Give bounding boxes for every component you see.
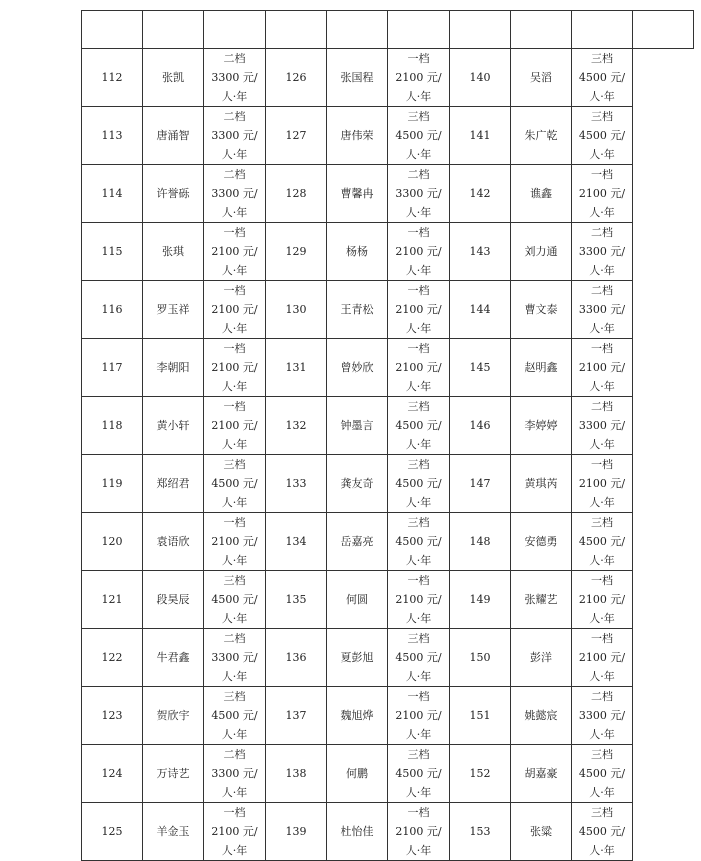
subsidy-amount: 3300 元/ <box>578 709 626 722</box>
subsidy-amount: 2100 元/ <box>578 477 626 490</box>
student-name-cell: 刘力通 <box>511 223 572 281</box>
serial-number-cell: 130 <box>266 281 327 339</box>
student-name-cell: 郑绍君 <box>143 455 204 513</box>
subsidy-level-cell <box>204 223 266 281</box>
subsidy-unit: 人·年 <box>221 612 248 625</box>
subsidy-level-cell <box>204 687 266 745</box>
header-cell <box>450 11 511 49</box>
subsidy-unit: 人·年 <box>221 496 248 509</box>
subsidy-unit: 人·年 <box>405 438 432 451</box>
student-name-cell: 张耀艺 <box>511 571 572 629</box>
header-cell <box>388 11 450 49</box>
subsidy-level: 三档 <box>591 806 613 819</box>
header-cell <box>82 11 143 49</box>
header-row <box>82 11 694 49</box>
table-row <box>82 687 694 745</box>
student-name-cell: 黄小轩 <box>143 397 204 455</box>
subsidy-unit: 人·年 <box>221 438 248 451</box>
serial-number-cell: 114 <box>82 165 143 223</box>
subsidy-level: 二档 <box>591 226 613 239</box>
subsidy-amount: 2100 元/ <box>211 303 258 316</box>
subsidy-unit: 人·年 <box>405 786 432 799</box>
subsidy-level: 二档 <box>591 400 613 413</box>
subsidy-level: 一档 <box>223 226 246 239</box>
subsidy-level: 三档 <box>223 458 246 471</box>
subsidy-level-cell <box>572 223 633 281</box>
subsidy-unit: 人·年 <box>589 612 615 625</box>
serial-number-cell: 152 <box>450 745 511 803</box>
subsidy-amount: 2100 元/ <box>395 709 442 722</box>
student-name-cell: 李朝阳 <box>143 339 204 397</box>
serial-number-cell: 124 <box>82 745 143 803</box>
subsidy-level-cell <box>388 281 450 339</box>
student-name-cell: 王青松 <box>327 281 388 339</box>
student-name-cell: 杨杨 <box>327 223 388 281</box>
subsidy-amount: 4500 元/ <box>395 651 442 664</box>
student-name-cell: 赵明鑫 <box>511 339 572 397</box>
subsidy-amount: 4500 元/ <box>395 535 442 548</box>
subsidy-amount: 3300 元/ <box>578 303 626 316</box>
subsidy-level: 三档 <box>223 690 246 703</box>
serial-number-cell: 113 <box>82 107 143 165</box>
serial-number-cell: 148 <box>450 513 511 571</box>
subsidy-level: 一档 <box>407 806 430 819</box>
table-row <box>82 49 694 107</box>
subsidy-unit: 人·年 <box>405 90 432 103</box>
subsidy-level-cell <box>388 223 450 281</box>
subsidy-level: 一档 <box>407 342 430 355</box>
serial-number-cell: 145 <box>450 339 511 397</box>
subsidy-level: 一档 <box>591 574 613 587</box>
student-name-cell: 胡嘉豪 <box>511 745 572 803</box>
subsidy-unit: 人·年 <box>405 206 432 219</box>
subsidy-amount: 2100 元/ <box>211 825 258 838</box>
table-row <box>82 281 694 339</box>
subsidy-level-cell <box>204 571 266 629</box>
subsidy-amount: 3300 元/ <box>211 187 258 200</box>
student-name-cell: 贺欣宇 <box>143 687 204 745</box>
student-name-cell: 彭洋 <box>511 629 572 687</box>
subsidy-level-cell <box>572 687 633 745</box>
header-cell <box>204 11 266 49</box>
subsidy-level: 三档 <box>407 110 430 123</box>
subsidy-unit: 人·年 <box>589 728 615 741</box>
table-row <box>82 397 694 455</box>
subsidy-level: 三档 <box>407 748 430 761</box>
subsidy-level-cell <box>388 107 450 165</box>
subsidy-amount: 2100 元/ <box>395 71 442 84</box>
student-name-cell: 罗玉祥 <box>143 281 204 339</box>
subsidy-level: 三档 <box>591 516 613 529</box>
table-row <box>82 745 694 803</box>
subsidy-unit: 人·年 <box>405 322 432 335</box>
student-name-cell: 朱广乾 <box>511 107 572 165</box>
student-name-cell: 唐涌智 <box>143 107 204 165</box>
subsidy-unit: 人·年 <box>589 206 615 219</box>
serial-number-cell: 126 <box>266 49 327 107</box>
subsidy-level-cell <box>572 49 633 107</box>
subsidy-amount: 2100 元/ <box>578 361 626 374</box>
subsidy-unit: 人·年 <box>589 496 615 509</box>
subsidy-unit: 人·年 <box>405 728 432 741</box>
serial-number-cell: 143 <box>450 223 511 281</box>
subsidy-level-cell <box>572 397 633 455</box>
subsidy-amount: 3300 元/ <box>578 245 626 258</box>
subsidy-unit: 人·年 <box>405 612 432 625</box>
subsidy-level-cell <box>204 513 266 571</box>
subsidy-level: 一档 <box>223 342 246 355</box>
student-name-cell: 牛君鑫 <box>143 629 204 687</box>
subsidy-level-cell <box>204 803 266 861</box>
student-name-cell: 万诗艺 <box>143 745 204 803</box>
subsidy-amount: 2100 元/ <box>578 593 626 606</box>
subsidy-level-cell <box>204 165 266 223</box>
subsidy-unit: 人·年 <box>589 554 615 567</box>
serial-number-cell: 122 <box>82 629 143 687</box>
serial-number-cell: 151 <box>450 687 511 745</box>
serial-number-cell: 123 <box>82 687 143 745</box>
subsidy-amount: 4500 元/ <box>395 129 442 142</box>
student-name-cell: 张国程 <box>327 49 388 107</box>
subsidy-unit: 人·年 <box>221 554 248 567</box>
subsidy-level-cell <box>572 571 633 629</box>
subsidy-level: 二档 <box>407 168 430 181</box>
table-row <box>82 223 694 281</box>
subsidy-level-cell <box>388 571 450 629</box>
student-name-cell: 曹馨冉 <box>327 165 388 223</box>
header-cell <box>327 11 388 49</box>
subsidy-level-cell <box>388 49 450 107</box>
serial-number-cell: 146 <box>450 397 511 455</box>
subsidy-table <box>81 10 694 861</box>
subsidy-level: 三档 <box>407 458 430 471</box>
student-name-cell: 魏旭烨 <box>327 687 388 745</box>
subsidy-level-cell <box>204 397 266 455</box>
subsidy-unit: 人·年 <box>589 786 615 799</box>
subsidy-amount: 2100 元/ <box>395 361 442 374</box>
subsidy-unit: 人·年 <box>589 322 615 335</box>
student-name-cell: 张粱 <box>511 803 572 861</box>
student-name-cell: 张凯 <box>143 49 204 107</box>
subsidy-level: 三档 <box>407 632 430 645</box>
student-name-cell: 杜怡佳 <box>327 803 388 861</box>
serial-number-cell: 117 <box>82 339 143 397</box>
subsidy-unit: 人·年 <box>221 786 248 799</box>
serial-number-cell: 153 <box>450 803 511 861</box>
subsidy-level-cell <box>204 455 266 513</box>
subsidy-unit: 人·年 <box>221 844 248 857</box>
subsidy-amount: 2100 元/ <box>211 361 258 374</box>
subsidy-amount: 3300 元/ <box>211 71 258 84</box>
subsidy-amount: 3300 元/ <box>395 187 442 200</box>
subsidy-unit: 人·年 <box>589 380 615 393</box>
subsidy-level: 一档 <box>591 632 613 645</box>
header-cell <box>266 11 327 49</box>
subsidy-amount: 2100 元/ <box>211 245 258 258</box>
student-name-cell: 曹文泰 <box>511 281 572 339</box>
subsidy-amount: 4500 元/ <box>578 71 626 84</box>
subsidy-level: 二档 <box>223 632 246 645</box>
subsidy-unit: 人·年 <box>405 380 432 393</box>
subsidy-level: 一档 <box>407 226 430 239</box>
subsidy-unit: 人·年 <box>221 670 248 683</box>
serial-number-cell: 129 <box>266 223 327 281</box>
serial-number-cell: 140 <box>450 49 511 107</box>
student-name-cell: 羊金玉 <box>143 803 204 861</box>
table-row <box>82 455 694 513</box>
serial-number-cell: 142 <box>450 165 511 223</box>
subsidy-level: 二档 <box>223 748 246 761</box>
header-cell <box>143 11 204 49</box>
student-name-cell: 姚懿宸 <box>511 687 572 745</box>
subsidy-level-cell <box>204 745 266 803</box>
student-name-cell: 许誉砾 <box>143 165 204 223</box>
subsidy-amount: 4500 元/ <box>211 593 258 606</box>
subsidy-level-cell <box>388 397 450 455</box>
subsidy-amount: 4500 元/ <box>578 825 626 838</box>
subsidy-unit: 人·年 <box>589 438 615 451</box>
subsidy-amount: 2100 元/ <box>211 535 258 548</box>
student-name-cell: 岳嘉亮 <box>327 513 388 571</box>
subsidy-amount: 4500 元/ <box>211 477 258 490</box>
table-row <box>82 339 694 397</box>
subsidy-unit: 人·年 <box>589 264 615 277</box>
subsidy-level-cell <box>572 339 633 397</box>
subsidy-level-cell <box>204 49 266 107</box>
subsidy-amount: 3300 元/ <box>211 651 258 664</box>
serial-number-cell: 133 <box>266 455 327 513</box>
subsidy-level-cell <box>388 165 450 223</box>
subsidy-amount: 2100 元/ <box>578 651 626 664</box>
subsidy-level: 一档 <box>591 168 613 181</box>
subsidy-unit: 人·年 <box>221 148 248 161</box>
subsidy-unit: 人·年 <box>221 264 248 277</box>
serial-number-cell: 136 <box>266 629 327 687</box>
subsidy-unit: 人·年 <box>589 670 615 683</box>
subsidy-level-cell <box>388 455 450 513</box>
subsidy-unit: 人·年 <box>589 148 615 161</box>
subsidy-level-cell <box>388 513 450 571</box>
subsidy-level: 三档 <box>591 52 613 65</box>
subsidy-level-cell <box>572 281 633 339</box>
serial-number-cell: 137 <box>266 687 327 745</box>
subsidy-unit: 人·年 <box>405 496 432 509</box>
subsidy-level: 一档 <box>591 458 613 471</box>
subsidy-amount: 4500 元/ <box>395 767 442 780</box>
subsidy-level: 三档 <box>591 748 613 761</box>
subsidy-amount: 3300 元/ <box>211 767 258 780</box>
subsidy-level-cell <box>572 455 633 513</box>
subsidy-amount: 4500 元/ <box>578 535 626 548</box>
subsidy-unit: 人·年 <box>405 264 432 277</box>
student-name-cell: 吴滔 <box>511 49 572 107</box>
subsidy-unit: 人·年 <box>405 844 432 857</box>
subsidy-unit: 人·年 <box>221 90 248 103</box>
serial-number-cell: 131 <box>266 339 327 397</box>
student-name-cell: 钟墨言 <box>327 397 388 455</box>
subsidy-unit: 人·年 <box>221 728 248 741</box>
subsidy-unit: 人·年 <box>405 148 432 161</box>
student-name-cell: 何鹏 <box>327 745 388 803</box>
subsidy-unit: 人·年 <box>405 670 432 683</box>
serial-number-cell: 116 <box>82 281 143 339</box>
student-name-cell: 何圆 <box>327 571 388 629</box>
subsidy-unit: 人·年 <box>589 844 615 857</box>
subsidy-unit: 人·年 <box>589 90 615 103</box>
subsidy-level-cell <box>572 803 633 861</box>
header-cell <box>633 11 694 49</box>
table-row <box>82 629 694 687</box>
subsidy-level: 一档 <box>223 806 246 819</box>
subsidy-level-cell <box>572 629 633 687</box>
subsidy-unit: 人·年 <box>405 554 432 567</box>
student-name-cell: 曾妙欣 <box>327 339 388 397</box>
subsidy-level-cell <box>388 687 450 745</box>
serial-number-cell: 138 <box>266 745 327 803</box>
table-row <box>82 107 694 165</box>
subsidy-level: 二档 <box>223 110 246 123</box>
subsidy-amount: 3300 元/ <box>211 129 258 142</box>
serial-number-cell: 135 <box>266 571 327 629</box>
subsidy-amount: 4500 元/ <box>395 477 442 490</box>
student-name-cell: 唐伟荣 <box>327 107 388 165</box>
subsidy-amount: 3300 元/ <box>578 419 626 432</box>
subsidy-amount: 2100 元/ <box>395 593 442 606</box>
header-cell <box>511 11 572 49</box>
subsidy-level: 二档 <box>223 168 246 181</box>
subsidy-level: 一档 <box>407 52 430 65</box>
subsidy-level: 一档 <box>407 690 430 703</box>
header-cell <box>572 11 633 49</box>
subsidy-amount: 4500 元/ <box>578 129 626 142</box>
serial-number-cell: 149 <box>450 571 511 629</box>
student-name-cell: 黄琪芮 <box>511 455 572 513</box>
subsidy-level-cell <box>204 339 266 397</box>
subsidy-amount: 4500 元/ <box>578 767 626 780</box>
serial-number-cell: 115 <box>82 223 143 281</box>
subsidy-level: 二档 <box>591 690 613 703</box>
serial-number-cell: 150 <box>450 629 511 687</box>
subsidy-level-cell <box>572 513 633 571</box>
serial-number-cell: 119 <box>82 455 143 513</box>
serial-number-cell: 127 <box>266 107 327 165</box>
serial-number-cell: 120 <box>82 513 143 571</box>
subsidy-level: 三档 <box>223 574 246 587</box>
student-name-cell: 夏彭旭 <box>327 629 388 687</box>
serial-number-cell: 132 <box>266 397 327 455</box>
student-name-cell: 谯鑫 <box>511 165 572 223</box>
serial-number-cell: 112 <box>82 49 143 107</box>
table-row <box>82 513 694 571</box>
student-name-cell: 张琪 <box>143 223 204 281</box>
serial-number-cell: 147 <box>450 455 511 513</box>
subsidy-amount: 4500 元/ <box>211 709 258 722</box>
subsidy-level-cell <box>572 165 633 223</box>
subsidy-level-cell <box>388 339 450 397</box>
subsidy-level: 一档 <box>591 342 613 355</box>
student-name-cell: 李婷婷 <box>511 397 572 455</box>
table-row <box>82 165 694 223</box>
student-name-cell: 袁语欣 <box>143 513 204 571</box>
subsidy-level-cell <box>204 629 266 687</box>
serial-number-cell: 141 <box>450 107 511 165</box>
subsidy-level-cell <box>204 107 266 165</box>
student-name-cell: 安德勇 <box>511 513 572 571</box>
serial-number-cell: 125 <box>82 803 143 861</box>
subsidy-level-cell <box>388 629 450 687</box>
subsidy-level: 一档 <box>223 284 246 297</box>
subsidy-level: 一档 <box>223 516 246 529</box>
subsidy-level: 三档 <box>407 400 430 413</box>
subsidy-level: 三档 <box>407 516 430 529</box>
subsidy-amount: 4500 元/ <box>395 419 442 432</box>
serial-number-cell: 134 <box>266 513 327 571</box>
table-row <box>82 571 694 629</box>
subsidy-level-cell <box>388 745 450 803</box>
student-name-cell: 段昊辰 <box>143 571 204 629</box>
serial-number-cell: 128 <box>266 165 327 223</box>
serial-number-cell: 118 <box>82 397 143 455</box>
subsidy-amount: 2100 元/ <box>395 245 442 258</box>
subsidy-level: 一档 <box>407 574 430 587</box>
subsidy-amount: 2100 元/ <box>395 825 442 838</box>
subsidy-level: 三档 <box>591 110 613 123</box>
subsidy-unit: 人·年 <box>221 206 248 219</box>
subsidy-unit: 人·年 <box>221 322 248 335</box>
subsidy-level-cell <box>572 107 633 165</box>
subsidy-level: 二档 <box>591 284 613 297</box>
subsidy-amount: 2100 元/ <box>578 187 626 200</box>
serial-number-cell: 144 <box>450 281 511 339</box>
subsidy-level-cell <box>388 803 450 861</box>
subsidy-level: 一档 <box>223 400 246 413</box>
subsidy-level-cell <box>572 745 633 803</box>
subsidy-amount: 2100 元/ <box>211 419 258 432</box>
subsidy-unit: 人·年 <box>221 380 248 393</box>
serial-number-cell: 121 <box>82 571 143 629</box>
student-name-cell: 龚友奇 <box>327 455 388 513</box>
table-row <box>82 803 694 861</box>
serial-number-cell: 139 <box>266 803 327 861</box>
subsidy-amount: 2100 元/ <box>395 303 442 316</box>
subsidy-level: 一档 <box>407 284 430 297</box>
subsidy-level: 二档 <box>223 52 246 65</box>
subsidy-level-cell <box>204 281 266 339</box>
